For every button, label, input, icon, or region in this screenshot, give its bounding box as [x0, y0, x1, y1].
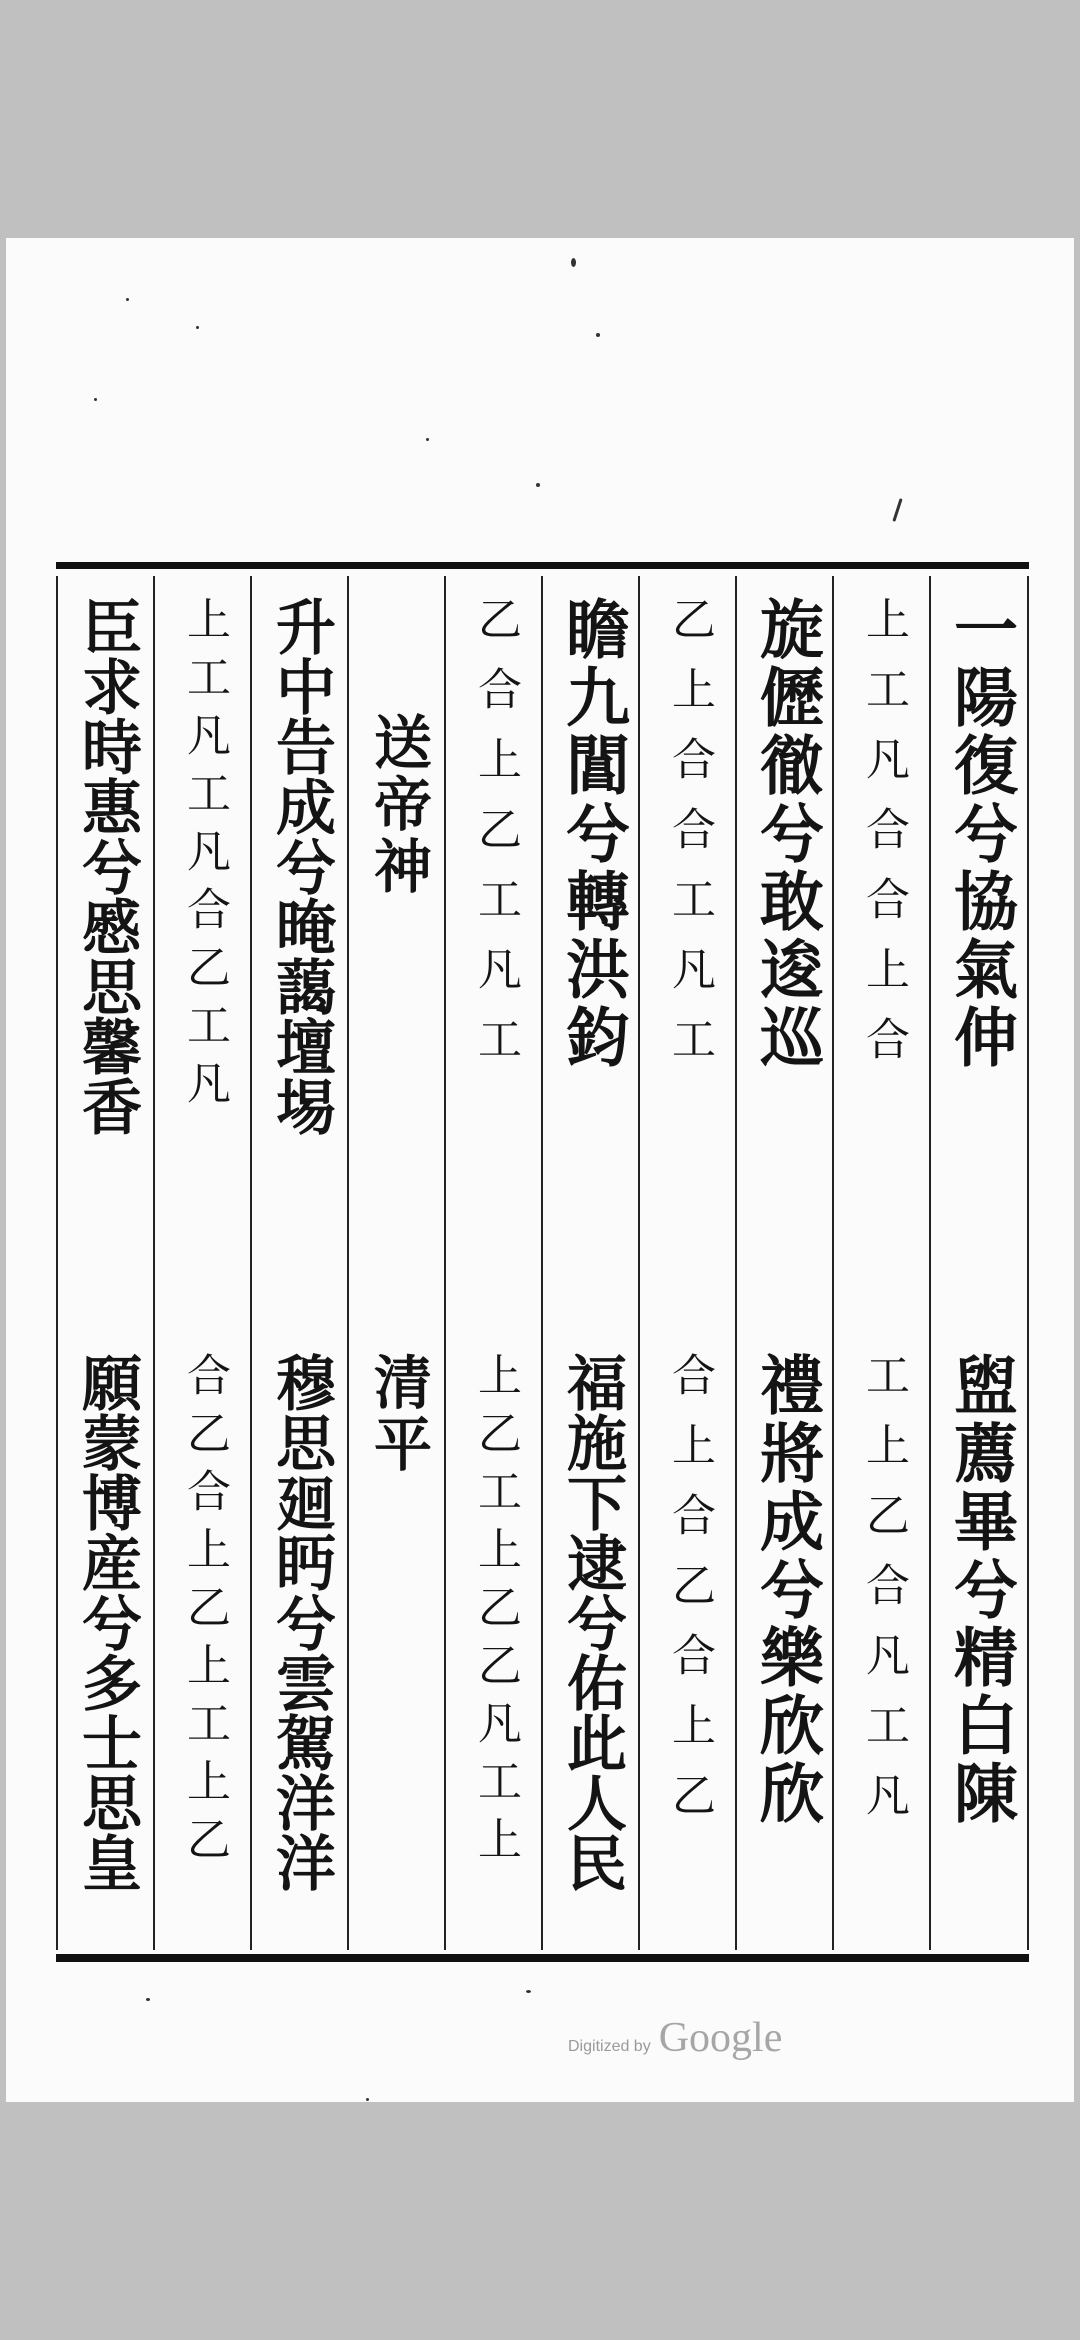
- column-5-bottom: 福施下逮兮佑此人民: [557, 1352, 627, 1892]
- column-7: [350, 582, 446, 1946]
- column-6-bottom: 上乙工上乙乙凡工上: [470, 1352, 521, 1874]
- column-2-top: 上工凡合合上合: [858, 596, 909, 1086]
- column-divider: [56, 576, 58, 1950]
- column-1-top: 一陽復兮協氣伸: [943, 596, 1018, 1072]
- column-8: [253, 582, 349, 1946]
- google-logo: Google: [658, 2015, 783, 2061]
- column-4-top: 乙上合合工凡工: [664, 596, 715, 1086]
- column-9-top: 上工凡工凡合乙工凡: [179, 596, 230, 1118]
- column-2: [835, 582, 931, 1946]
- column-9-bottom: 合乙合上乙上工上乙: [179, 1352, 230, 1874]
- column-10: [59, 582, 155, 1946]
- tune-name: 清平: [364, 1352, 432, 1476]
- text-frame: [56, 562, 1029, 1962]
- column-3-top: 旋儮徹兮敢逡巡: [749, 596, 824, 1072]
- column-4: [641, 582, 737, 1946]
- digitization-watermark: [568, 2014, 782, 2062]
- column-9: [156, 582, 252, 1946]
- bottom-rule: [56, 1954, 1029, 1962]
- column-1: [932, 582, 1028, 1946]
- scanned-page: [6, 238, 1074, 2102]
- column-5-top: 瞻九閶兮轉洪鈞: [555, 596, 630, 1072]
- column-2-bottom: 工上乙合凡工凡: [858, 1352, 909, 1842]
- column-8-bottom: 穆思廻眄兮雲駕洋洋: [266, 1352, 336, 1892]
- column-3: [738, 582, 834, 1946]
- column-6-top: 乙合上乙工凡工: [470, 596, 521, 1086]
- column-5: [544, 582, 640, 1946]
- column-8-top: 升中告成兮晻藹壇埸: [266, 596, 336, 1136]
- column-4-bottom: 合上合乙合上乙: [664, 1352, 715, 1842]
- column-10-bottom: 願蒙博産兮多士思皇: [72, 1352, 142, 1892]
- column-3-bottom: 禮將成兮樂欣欣: [749, 1352, 824, 1828]
- top-rule: [56, 562, 1029, 569]
- section-heading: 送帝神: [364, 712, 432, 898]
- watermark-prefix: Digitized by: [568, 2038, 651, 2055]
- column-10-top: 臣求時惠兮慼思馨香: [72, 596, 142, 1136]
- column-1-bottom: 盥薦畢兮精白陳: [943, 1352, 1018, 1828]
- column-6: [447, 582, 543, 1946]
